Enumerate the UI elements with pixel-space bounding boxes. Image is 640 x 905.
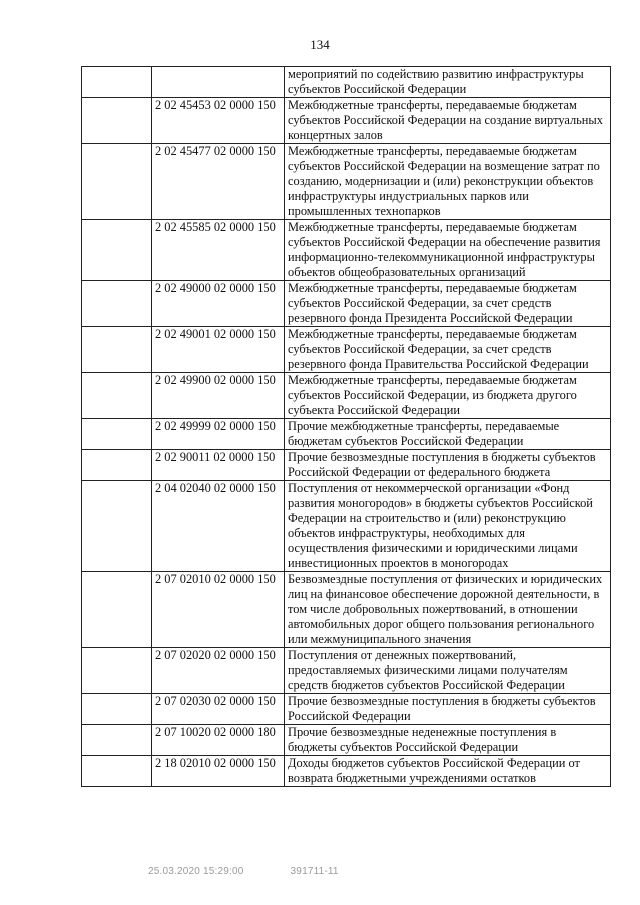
revenue-code-cell: 2 02 45585 02 0000 150 xyxy=(152,220,285,281)
revenue-code-cell: 2 02 49000 02 0000 150 xyxy=(152,281,285,327)
page-number: 134 xyxy=(310,37,330,52)
table-row xyxy=(82,572,611,648)
table-row xyxy=(82,373,611,419)
revenue-description-cell: Межбюджетные трансферты, передаваемые бюджетам субъектов Российской Федерации на создание виртуальных концертных залов xyxy=(285,98,611,144)
revenue-description-cell: Прочие межбюджетные трансферты, передаваемые бюджетам субъектов Российской Федерации xyxy=(285,419,611,450)
revenue-description-cell: Прочие безвозмездные поступления в бюджеты субъектов Российской Федерации xyxy=(285,694,611,725)
revenue-code-cell: 2 02 49001 02 0000 150 xyxy=(152,327,285,373)
empty-cell xyxy=(82,756,152,787)
empty-cell xyxy=(82,220,152,281)
empty-cell xyxy=(82,481,152,572)
empty-cell xyxy=(82,572,152,648)
empty-cell xyxy=(82,144,152,220)
empty-cell xyxy=(82,67,152,98)
revenue-description-cell: Поступления от некоммерческой организации «Фонд развития моногородов» в бюджеты субъектов Российской Федерации на строительство и (или) реконструкцию объектов инфраструктуры, необходимых для осуществления физическими и юридическими лицами инвестиционных проектов в моногородах xyxy=(285,481,611,572)
empty-cell xyxy=(82,725,152,756)
footer-doc-id: 391711-11 xyxy=(290,866,339,877)
revenue-description-cell: Межбюджетные трансферты, передаваемые бюджетам субъектов Российской Федерации, из бюджета другого субъекта Российской Федерации xyxy=(285,373,611,419)
table-row xyxy=(82,419,611,450)
table-row xyxy=(82,694,611,725)
classification-table xyxy=(81,66,611,787)
table-row xyxy=(82,281,611,327)
revenue-description-cell: Межбюджетные трансферты, передаваемые бюджетам субъектов Российской Федерации на возмещение затрат по созданию, модернизации и (или) реконструкции объектов инфраструктуры индустриальных парков или промышленных технопарков xyxy=(285,144,611,220)
empty-cell xyxy=(82,327,152,373)
empty-cell xyxy=(82,98,152,144)
empty-cell xyxy=(82,450,152,481)
revenue-description-cell: мероприятий по содействию развитию инфраструктуры субъектов Российской Федерации xyxy=(285,67,611,98)
empty-cell xyxy=(82,373,152,419)
empty-cell xyxy=(82,419,152,450)
revenue-description-cell: Межбюджетные трансферты, передаваемые бюджетам субъектов Российской Федерации, за счет средств резервного фонда Правительства Российской Федерации xyxy=(285,327,611,373)
revenue-description-cell: Межбюджетные трансферты, передаваемые бюджетам субъектов Российской Федерации, за счет средств резервного фонда Президента Российской Федерации xyxy=(285,281,611,327)
table-row xyxy=(82,144,611,220)
footer xyxy=(148,866,383,877)
revenue-code-cell: 2 04 02040 02 0000 150 xyxy=(152,481,285,572)
table-row xyxy=(82,220,611,281)
revenue-code-cell: 2 02 49999 02 0000 150 xyxy=(152,419,285,450)
revenue-description-cell: Межбюджетные трансферты, передаваемые бюджетам субъектов Российской Федерации на обеспечение развития информационно-телекоммуникационной инфраструктуры объектов общеобразовательных организаций xyxy=(285,220,611,281)
footer-timestamp: 25.03.2020 15:29:00 xyxy=(148,866,244,877)
table-body xyxy=(82,67,611,787)
revenue-code-cell: 2 02 45453 02 0000 150 xyxy=(152,98,285,144)
revenue-description-cell: Поступления от денежных пожертвований, предоставляемых физическими лицами получателям средств бюджетов субъектов Российской Федерации xyxy=(285,648,611,694)
revenue-description-cell: Прочие безвозмездные поступления в бюджеты субъектов Российской Федерации от федерального бюджета xyxy=(285,450,611,481)
table-row xyxy=(82,756,611,787)
revenue-code-cell: 2 07 02020 02 0000 150 xyxy=(152,648,285,694)
empty-cell xyxy=(82,281,152,327)
table-row xyxy=(82,450,611,481)
empty-cell xyxy=(82,648,152,694)
revenue-code-cell xyxy=(152,67,285,98)
table-row xyxy=(82,725,611,756)
revenue-description-cell: Безвозмездные поступления от физических и юридических лиц на финансовое обеспечение дорожной деятельности, в том числе добровольных пожертвований, в отношении автомобильных дорог общего пользования регионального или межмуниципального значения xyxy=(285,572,611,648)
revenue-code-cell: 2 02 45477 02 0000 150 xyxy=(152,144,285,220)
table-row xyxy=(82,481,611,572)
revenue-code-cell: 2 07 02030 02 0000 150 xyxy=(152,694,285,725)
empty-cell xyxy=(82,694,152,725)
revenue-description-cell: Прочие безвозмездные неденежные поступления в бюджеты субъектов Российской Федерации xyxy=(285,725,611,756)
table-row xyxy=(82,67,611,98)
table-row xyxy=(82,648,611,694)
revenue-code-cell: 2 07 10020 02 0000 180 xyxy=(152,725,285,756)
table-row xyxy=(82,327,611,373)
revenue-code-cell: 2 02 90011 02 0000 150 xyxy=(152,450,285,481)
revenue-code-cell: 2 07 02010 02 0000 150 xyxy=(152,572,285,648)
table-row xyxy=(82,98,611,144)
revenue-code-cell: 2 18 02010 02 0000 150 xyxy=(152,756,285,787)
revenue-code-cell: 2 02 49900 02 0000 150 xyxy=(152,373,285,419)
revenue-description-cell: Доходы бюджетов субъектов Российской Федерации от возврата бюджетными учреждениями остатков xyxy=(285,756,611,787)
